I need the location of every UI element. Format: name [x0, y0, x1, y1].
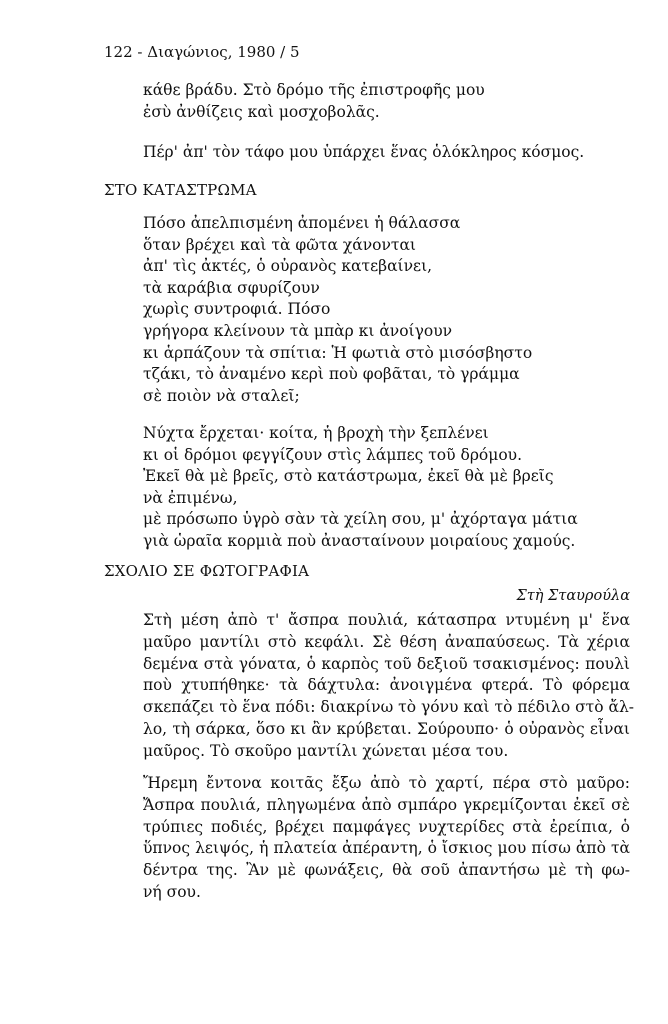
poem-line: νὰ ἐπιμένω,: [143, 488, 238, 507]
prose-line: δεμένα στὰ γόνατα, ὁ καρπὸς τοῦ δεξιοῦ τσακισμένος: πουλὶ: [143, 654, 630, 673]
prose-line: μαῦρος. Τὸ σκοῦρο μαντίλι χώνεται μέσα του.: [143, 741, 509, 760]
prose-line: ὕπνος λειψός, ἡ πλατεία ἀπέραντη, ὁ ἴσκιος μου πίσω ἀπὸ τὰ: [143, 839, 630, 858]
poem-line: κι οἱ δρόμοι φεγγίζουν στὶς λάμπες τοῦ δρόμου.: [143, 445, 523, 464]
poem-continuation: [143, 80, 485, 123]
prose-line: μαῦρο μαντίλι στὸ κεφάλι. Σὲ θέση ἀναπαύσεως. Τὰ χέρια: [143, 632, 630, 651]
prose-line: λο, τὴ σάρκα, ὅσο κι ἂν κρύβεται. Σούρουπο· ὁ οὐρανὸς εἶναι: [143, 719, 630, 738]
poem-line: μὲ πρόσωπο ὑγρὸ σὰν τὰ χείλη σου, μ' ἀχόρταγα μάτια: [143, 510, 578, 529]
poem-line: σὲ ποιὸν νὰ σταλεῖ;: [143, 386, 300, 405]
poem-line: Νύχτα ἔρχεται· κοίτα, ἡ βροχὴ τὴν ξεπλένει: [143, 424, 489, 442]
poem-line: γιὰ ὡραῖα κορμιὰ ποὺ ἀνασταίνουν μοιραίους χαμούς.: [143, 531, 576, 550]
poem-line: τὰ καράβια σφυρίζουν: [143, 278, 320, 297]
poem-line: γρήγορα κλείνουν τὰ μπὰρ κι ἀνοίγουν: [143, 321, 453, 340]
prose-line: ποὺ χτυπήθηκε· τὰ δάχτυλα: ἀνοιγμένα φτερά. Τὸ φόρεμα: [143, 676, 630, 695]
poem-line: κι ἁρπάζουν τὰ σπίτια: Ἡ φωτιὰ στὸ μισόσβηστο: [143, 343, 533, 362]
prose-line: Ἄσπρα πουλιά, πληγωμένα ἀπὸ σμπάρο γκρεμίζονται ἐκεῖ σὲ: [143, 795, 630, 814]
dedication: Στὴ Σταυρούλα: [516, 588, 630, 604]
poem-line: ἐσὺ ἀνθίζεις καὶ μοσχοβολᾶς.: [143, 102, 380, 121]
prose-line: τρύπιες ποδιές, βρέχει παμφάγες νυχτερίδες στὰ ἐρείπια, ὁ: [143, 817, 630, 836]
poem-title-deck: ΣΤΟ ΚΑΤΑΣΤΡΩΜΑ: [104, 181, 257, 199]
prose-line: Στὴ μέση ἀπὸ τ' ἄσπρα πουλιά, κάτασπρα ντυμένη μ' ἕνα: [143, 611, 630, 629]
prose-line: νή σου.: [143, 882, 201, 901]
running-header: 122 - Διαγώνιος, 1980 / 5: [104, 43, 300, 61]
poem-line: τζάκι, τὸ ἀναμένο κερὶ ποὺ φοβᾶται, τὸ γράμμα: [143, 365, 520, 384]
poem-title-photo-comment: ΣΧΟΛΙΟ ΣΕ ΦΩΤΟΓΡΑΦΙΑ: [104, 562, 310, 580]
poem-line: Πέρ' ἀπ' τὸν τάφο μου ὑπάρχει ἕνας ὁλόκληρος κόσμος.: [143, 143, 585, 161]
poem-final-line: [143, 142, 584, 164]
prose-line: σκεπάζει τὸ ἕνα πόδι: διακρίνω τὸ γόνυ καὶ τὸ πέδιλο στὸ ἄλ-: [143, 698, 635, 717]
prose-line: Ἤρεμη ἔντονα κοιτᾶς ἔξω ἀπὸ τὸ χαρτί, πέρα στὸ μαῦρο:: [143, 774, 630, 792]
poem-line: κάθε βράδυ. Στὸ δρόμο τῆς ἐπιστροφῆς μου: [143, 81, 485, 99]
poem-deck-stanza-2: [143, 423, 578, 553]
poem-line: χωρὶς συντροφιά. Πόσο: [143, 300, 331, 319]
poem-line: Πόσο ἀπελπισμένη ἀπομένει ἡ θάλασσα: [143, 214, 461, 232]
prose-paragraph-2: [143, 773, 630, 904]
prose-paragraph-1: [143, 610, 635, 763]
poem-line: Ἐκεῖ θὰ μὲ βρεῖς, στὸ κατάστρωμα, ἐκεῖ θὰ μὲ βρεῖς: [143, 467, 554, 486]
poem-deck-stanza-1: [143, 213, 532, 407]
prose-line: δέντρα της. Ἂν μὲ φωνάξεις, θὰ σοῦ ἀπαντήσω μὲ τὴ φω-: [143, 861, 630, 880]
poem-line: ὅταν βρέχει καὶ τὰ φῶτα χάνονται: [143, 235, 416, 254]
poem-line: ἀπ' τὶς ἀκτές, ὁ οὐρανὸς κατεβαίνει,: [143, 257, 433, 276]
